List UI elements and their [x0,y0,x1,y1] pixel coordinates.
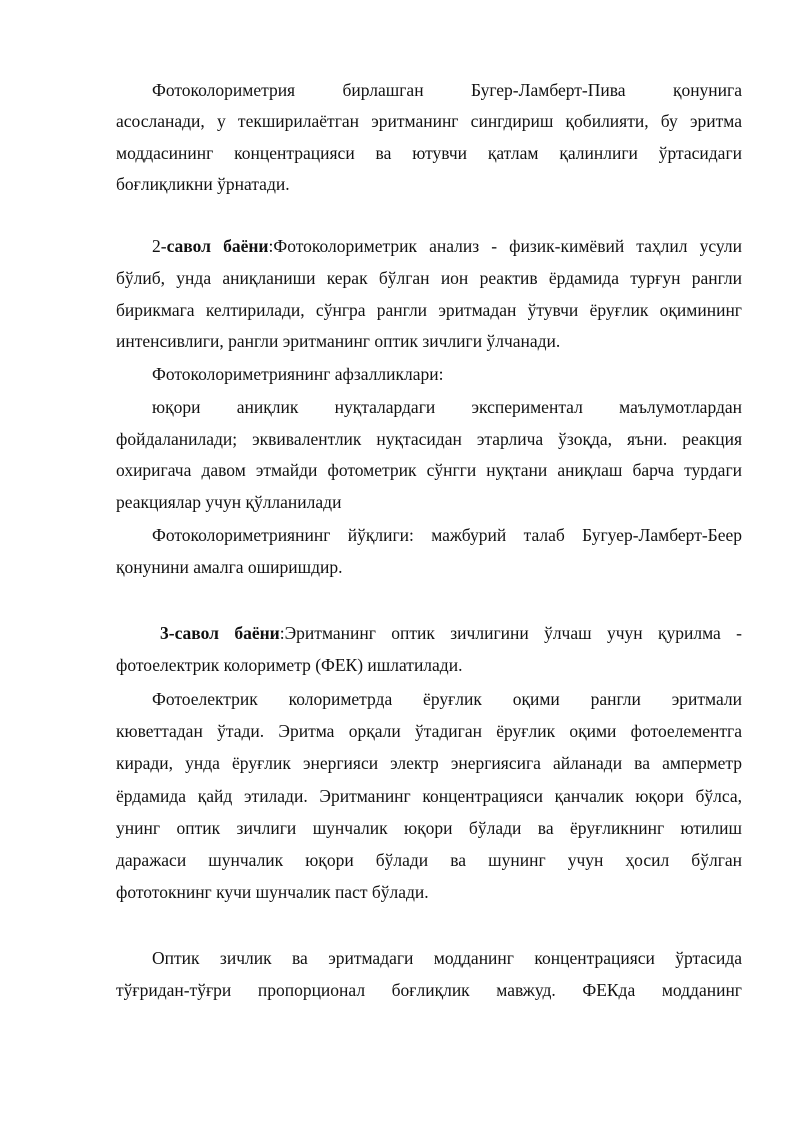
paragraph-6-line-2: фотоелектрик колориметр (ФЕК) ишлатилади. [116,655,463,675]
paragraph-7-line-7: фототокнинг кучи шунчалик паст бўлади. [116,882,429,902]
paragraph-4-line-2: фойдаланилади; эквивалентлик нуқтасидан этарлича ўзоқда, яъни. реакция [116,429,742,449]
paragraph-4-line-1: юқори аниқлик нуқталардаги экспериментал маълумотлардан [152,397,742,417]
paragraph-7-line-4: ёрдамида қайд этилади. Эритманинг концентрацияси қанчалик юқори бўлса, [116,786,742,806]
paragraph-5-line-1: Фотоколориметриянинг йўқлиги: мажбурий талаб Бугуер-Ламберт-Беер [152,525,742,545]
paragraph-1-line-3: моддасининг концентрацияси ва ютувчи қатлам қалинлиги ўртасидаги [116,143,742,163]
paragraph-1-line-2: асосланади, у текширилаётган эритманинг сингдириш қобилияти, бу эритма [116,111,742,131]
question-2-number: 2- [152,236,167,256]
paragraph-2-line-3: бирикмага келтирилади, сўнгра рангли эритмадан ўтувчи ёруғлик оқимининг [116,300,742,320]
question-3-title: 3-савол баёни [160,623,280,643]
paragraph-8-line-2: тўғридан-тўғри пропорционал боғлиқлик мавжуд. ФЕКда модданинг [116,980,742,1000]
paragraph-4-line-3: охиригача давом этмайди фотометрик сўнгги нуқтани аниқлаш барча турдаги [116,460,742,480]
advantages-heading: Фотоколориметриянинг афзалликлари: [152,364,444,384]
paragraph-7-line-6: даражаси шунчалик юқори бўлади ва шунинг учун ҳосил бўлган [116,850,742,870]
question-2-text: :Фотоколориметрик анализ - физик-кимёвий таҳлил усули [268,236,742,256]
paragraph-7-line-2: кюветтадан ўтади. Эритма орқали ўтадиган ёруғлик оқими фотоелементга [116,721,742,741]
paragraph-7-line-5: унинг оптик зичлиги шунчалик юқори бўлади ва ёруғликнинг ютилиш [116,818,742,838]
question-3-text: :Эритманинг оптик зичлигини ўлчаш учун қурилма - [279,623,742,643]
paragraph-4-line-4: реакциялар учун қўлланилади [116,492,342,512]
paragraph-2-line-2: бўлиб, унда аниқланиши керак бўлган ион реактив ёрдамида турғун рангли [116,268,742,288]
paragraph-2-line-4: интенсивлиги, рангли эритманинг оптик зичлиги ўлчанади. [116,331,561,351]
paragraph-7-line-3: киради, унда ёруғлик энергияси электр энергиясига айланади ва амперметр [116,753,742,773]
paragraph-1-line-4: боғлиқликни ўрнатади. [116,174,290,194]
paragraph-5-line-2: қонунини амалга оширишдир. [116,557,343,577]
paragraph-7-line-1: Фотоелектрик колориметрда ёруғлик оқими рангли эритмали [152,689,742,709]
paragraph-8-line-1: Оптик зичлик ва эритмадаги модданинг концентрацияси ўртасида [152,948,742,968]
question-2-heading-line [152,231,742,261]
question-3-heading-line [160,618,742,648]
question-2-title: савол баёни [166,236,269,256]
paragraph-1-line-1: Фотоколориметрия бирлашган Бугер-Ламберт-Пива қонунига [152,80,742,100]
